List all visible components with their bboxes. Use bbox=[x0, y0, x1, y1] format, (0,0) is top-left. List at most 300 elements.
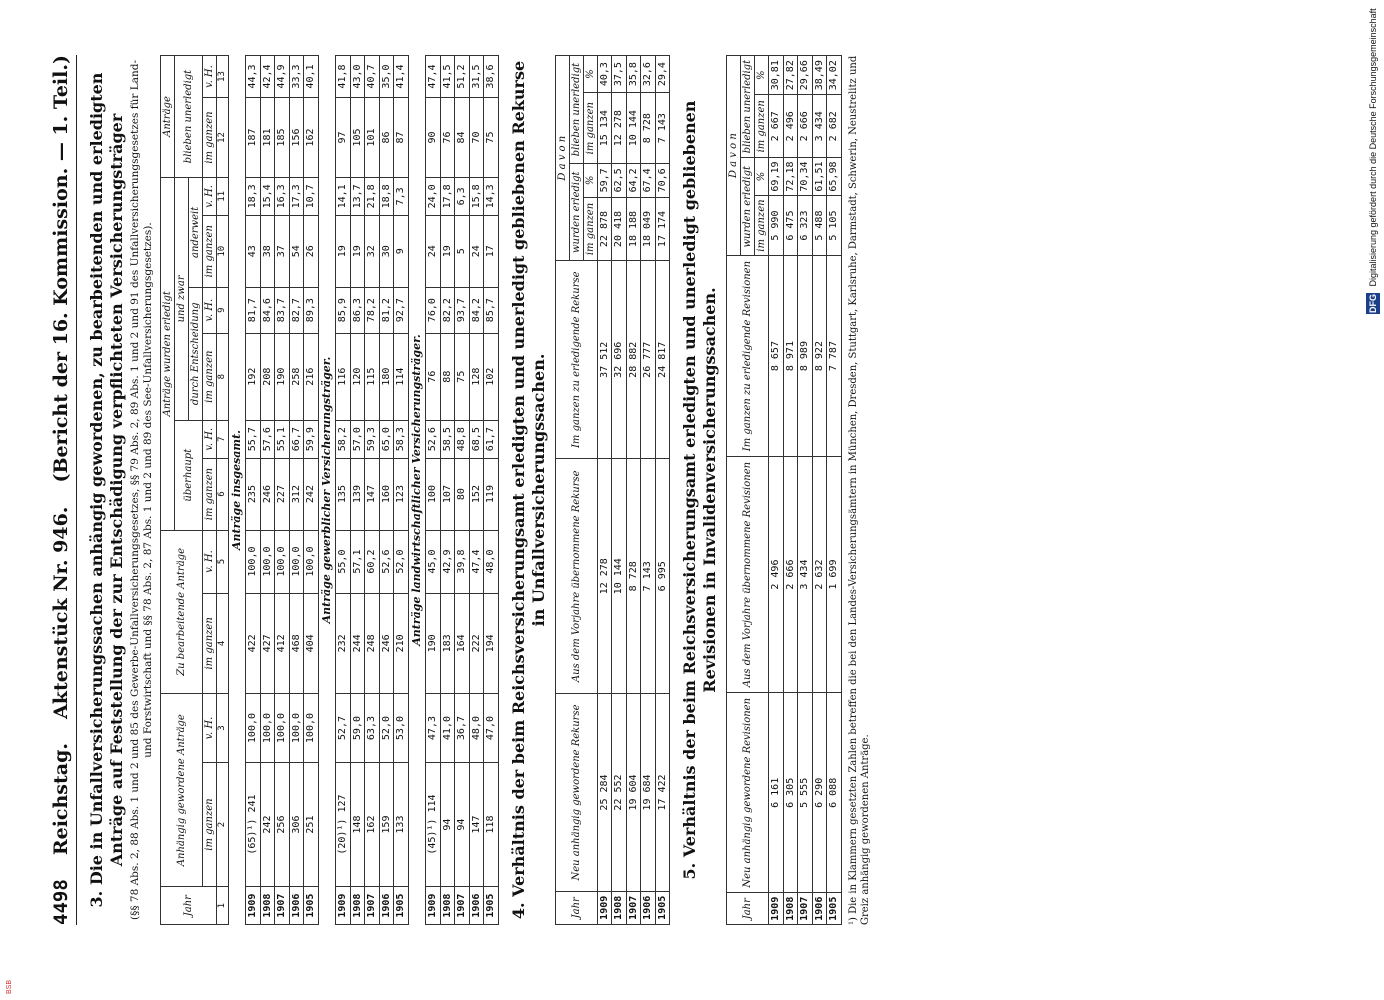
value-cell: 38 bbox=[260, 215, 275, 287]
value-cell: 8 657 bbox=[769, 256, 784, 457]
t3-col-number: 10 bbox=[217, 215, 228, 287]
value-cell: 21,8 bbox=[365, 178, 380, 216]
year-cell: 1908 bbox=[440, 887, 455, 925]
value-cell: 17,8 bbox=[440, 178, 455, 216]
t3-im-ganzen: im ganzen bbox=[203, 762, 217, 886]
value-cell: 190 bbox=[275, 333, 290, 420]
value-cell: 5 555 bbox=[798, 693, 813, 893]
t5-pct-2: % bbox=[755, 56, 769, 95]
t3-im-ganzen: im ganzen bbox=[203, 458, 217, 530]
value-cell: 76,0 bbox=[426, 287, 441, 333]
bsb-mark: BSB bbox=[6, 979, 13, 994]
table-row bbox=[798, 56, 813, 925]
value-cell: 32 696 bbox=[612, 261, 627, 459]
value-cell: 59,7 bbox=[597, 164, 612, 197]
value-cell: 116 bbox=[336, 333, 351, 420]
year-cell: 1907 bbox=[455, 887, 470, 925]
value-cell: 39,8 bbox=[455, 530, 470, 593]
t5-col-ganzen: Im ganzen zu erledigende Revisionen bbox=[727, 256, 769, 457]
value-cell: 2 666 bbox=[783, 456, 798, 692]
value-cell: 26 bbox=[304, 215, 319, 287]
t3-vh: v. H. bbox=[203, 530, 217, 593]
value-cell: 148 bbox=[350, 762, 365, 886]
digitization-text: Digitalisierung gefördert durch die Deutsche Forschungsgemeinschaft bbox=[1368, 8, 1378, 287]
value-cell: 48,0 bbox=[469, 694, 484, 763]
value-cell: (65)¹) 241 bbox=[246, 762, 261, 886]
year-cell: 1908 bbox=[260, 887, 275, 925]
table-row bbox=[812, 56, 827, 925]
t5-col-vorjahr: Aus dem Vorjahre übernommene Revisionen bbox=[727, 456, 769, 692]
value-cell: 41,5 bbox=[440, 56, 455, 98]
value-cell: 24 817 bbox=[655, 261, 670, 459]
year-cell: 1909 bbox=[426, 887, 441, 925]
value-cell: 159 bbox=[379, 762, 394, 886]
value-cell: 61,7 bbox=[484, 420, 499, 458]
year-cell: 1905 bbox=[304, 887, 319, 925]
value-cell: 38,6 bbox=[484, 56, 499, 98]
value-cell: 65,0 bbox=[379, 420, 394, 458]
value-cell: 41,8 bbox=[336, 56, 351, 98]
value-cell: 100,0 bbox=[260, 530, 275, 593]
table-row bbox=[275, 56, 290, 925]
value-cell: 57,6 bbox=[260, 420, 275, 458]
value-cell: 72,18 bbox=[783, 158, 798, 196]
value-cell: 8 922 bbox=[812, 256, 827, 457]
col-entscheidung: durch Entscheidung bbox=[189, 287, 203, 420]
value-cell: 64,2 bbox=[626, 164, 641, 197]
value-cell: 61,51 bbox=[812, 158, 827, 196]
value-cell: 48,0 bbox=[484, 530, 499, 593]
value-cell: 60,2 bbox=[365, 530, 380, 593]
value-cell: 17 422 bbox=[655, 694, 670, 891]
value-cell: 135 bbox=[336, 458, 351, 530]
table-row bbox=[612, 56, 627, 925]
year-cell: 1909 bbox=[597, 891, 612, 924]
t5-col-neu: Neu anhängig gewordene Revisionen bbox=[727, 693, 769, 893]
table-row bbox=[379, 56, 394, 925]
value-cell: 33,3 bbox=[289, 56, 304, 98]
t3-col-number: 1 bbox=[217, 887, 228, 925]
value-cell: 147 bbox=[469, 762, 484, 886]
value-cell: 10,7 bbox=[304, 178, 319, 216]
value-cell: 75 bbox=[484, 98, 499, 178]
value-cell: 100,0 bbox=[275, 530, 290, 593]
value-cell: 53,0 bbox=[394, 694, 409, 763]
value-cell: 65,98 bbox=[827, 158, 842, 196]
value-cell: 69,19 bbox=[769, 158, 784, 196]
value-cell: 37 512 bbox=[597, 261, 612, 459]
value-cell: 100,0 bbox=[304, 530, 319, 593]
section-3 bbox=[87, 55, 499, 925]
section-5 bbox=[680, 55, 873, 925]
value-cell: 251 bbox=[304, 762, 319, 886]
t3-col-number: 9 bbox=[217, 287, 228, 333]
table-row bbox=[597, 56, 612, 925]
header-left: Reichstag. bbox=[50, 743, 72, 856]
value-cell: 246 bbox=[260, 458, 275, 530]
value-cell: 22 552 bbox=[612, 694, 627, 891]
value-cell: 29,4 bbox=[655, 56, 670, 93]
value-cell: 6 475 bbox=[783, 195, 798, 255]
value-cell: 14,3 bbox=[484, 178, 499, 216]
value-cell: 412 bbox=[275, 593, 290, 694]
value-cell: 8 728 bbox=[626, 459, 641, 694]
value-cell: 24 bbox=[469, 215, 484, 287]
page-header bbox=[50, 55, 77, 925]
value-cell: 93,7 bbox=[455, 287, 470, 333]
value-cell: 128 bbox=[469, 333, 484, 420]
value-cell: 133 bbox=[394, 762, 409, 886]
t4-col-vorjahr: Aus dem Vorjahre übernommene Rekurse bbox=[555, 459, 597, 694]
value-cell: 242 bbox=[304, 458, 319, 530]
value-cell: 68,5 bbox=[469, 420, 484, 458]
year-cell: 1907 bbox=[365, 887, 380, 925]
value-cell: 31,5 bbox=[469, 56, 484, 98]
t3-col-number: 6 bbox=[217, 458, 228, 530]
table-row bbox=[336, 56, 351, 925]
t4-col-ganzen: Im ganzen zu erledigende Rekurse bbox=[555, 261, 597, 459]
year-cell: 1906 bbox=[469, 887, 484, 925]
value-cell: 81,2 bbox=[379, 287, 394, 333]
value-cell: 52,0 bbox=[394, 530, 409, 593]
value-cell: 162 bbox=[365, 762, 380, 886]
value-cell: 6 323 bbox=[798, 195, 813, 255]
value-cell: 82,7 bbox=[289, 287, 304, 333]
value-cell: 210 bbox=[394, 593, 409, 694]
value-cell: 216 bbox=[304, 333, 319, 420]
t3-col-number: 5 bbox=[217, 530, 228, 593]
value-cell: 40,7 bbox=[365, 56, 380, 98]
value-cell: 45,0 bbox=[426, 530, 441, 593]
table-row bbox=[289, 56, 304, 925]
t3-vh: v. H. bbox=[203, 56, 217, 98]
col-und-zwar: und zwar bbox=[175, 178, 189, 421]
t4-pct-2: % bbox=[583, 56, 597, 93]
value-cell: 256 bbox=[275, 762, 290, 886]
t3-vh: v. H. bbox=[203, 178, 217, 216]
value-cell: 78,2 bbox=[365, 287, 380, 333]
table-5 bbox=[726, 55, 842, 925]
value-cell: 32 bbox=[365, 215, 380, 287]
value-cell: 7 143 bbox=[655, 93, 670, 164]
t5-col-jahr: Jahr bbox=[727, 893, 769, 925]
value-cell: 58,3 bbox=[394, 420, 409, 458]
table-row bbox=[350, 56, 365, 925]
t3-col-number: 2 bbox=[217, 762, 228, 886]
t4-col-jahr: Jahr bbox=[555, 891, 597, 924]
col-ueberhaupt: überhaupt bbox=[175, 420, 203, 530]
value-cell: 180 bbox=[379, 333, 394, 420]
value-cell: 51,2 bbox=[455, 56, 470, 98]
value-cell: 76 bbox=[426, 333, 441, 420]
t5-im-ganzen-2: im ganzen bbox=[755, 95, 769, 158]
value-cell: 28 882 bbox=[626, 261, 641, 459]
value-cell: 85,7 bbox=[484, 287, 499, 333]
table-3 bbox=[160, 55, 499, 925]
value-cell: 55,7 bbox=[246, 420, 261, 458]
table-row bbox=[626, 56, 641, 925]
t4-pct-1: % bbox=[583, 164, 597, 197]
value-cell: 100,0 bbox=[289, 694, 304, 763]
t4-col-davon: D a v o n bbox=[555, 56, 569, 261]
value-cell: 3 434 bbox=[812, 95, 827, 158]
value-cell: 66,7 bbox=[289, 420, 304, 458]
value-cell: 37 bbox=[275, 215, 290, 287]
section-4-title: 4. Verhältnis der beim Reichsversicherungsamt erledigten und unerledigt gebliebenen Rekurse in Unfallversicherungssachen. bbox=[508, 60, 548, 920]
value-cell: 5 488 bbox=[812, 195, 827, 255]
value-cell: 84,6 bbox=[260, 287, 275, 333]
value-cell: 192 bbox=[246, 333, 261, 420]
value-cell: 70 bbox=[469, 98, 484, 178]
value-cell: 100,0 bbox=[304, 694, 319, 763]
value-cell: 6 305 bbox=[783, 693, 798, 893]
value-cell: 83,7 bbox=[275, 287, 290, 333]
value-cell: 19 604 bbox=[626, 694, 641, 891]
value-cell: 100,0 bbox=[275, 694, 290, 763]
value-cell: 162 bbox=[304, 98, 319, 178]
value-cell: 7 787 bbox=[827, 256, 842, 457]
t3-im-ganzen: im ganzen bbox=[203, 98, 217, 178]
value-cell: 80 bbox=[455, 458, 470, 530]
value-cell: 8 971 bbox=[783, 256, 798, 457]
value-cell: 40,3 bbox=[597, 56, 612, 93]
value-cell: 10 144 bbox=[612, 459, 627, 694]
value-cell: 10 144 bbox=[626, 93, 641, 164]
value-cell: 58,2 bbox=[336, 420, 351, 458]
value-cell: 468 bbox=[289, 593, 304, 694]
value-cell: 89,3 bbox=[304, 287, 319, 333]
value-cell: 44,3 bbox=[246, 56, 261, 98]
value-cell: (20)¹) 127 bbox=[336, 762, 351, 886]
table-row bbox=[783, 56, 798, 925]
value-cell: 6 088 bbox=[827, 693, 842, 893]
t3-im-ganzen: im ganzen bbox=[203, 215, 217, 287]
value-cell: 82,2 bbox=[440, 287, 455, 333]
value-cell: 118 bbox=[484, 762, 499, 886]
value-cell: (45)¹) 114 bbox=[426, 762, 441, 886]
value-cell: 34,02 bbox=[827, 56, 842, 95]
value-cell: 37,5 bbox=[612, 56, 627, 93]
value-cell: 6 161 bbox=[769, 693, 784, 893]
year-cell: 1905 bbox=[484, 887, 499, 925]
value-cell: 67,4 bbox=[641, 164, 656, 197]
value-cell: 248 bbox=[365, 593, 380, 694]
value-cell: 107 bbox=[440, 458, 455, 530]
col-anderweit: anderweit bbox=[189, 178, 203, 288]
table-row bbox=[484, 56, 499, 925]
value-cell: 312 bbox=[289, 458, 304, 530]
table-row bbox=[641, 56, 656, 925]
value-cell: 87 bbox=[394, 98, 409, 178]
table-row bbox=[827, 56, 842, 925]
year-cell: 1905 bbox=[655, 891, 670, 924]
value-cell: 43,0 bbox=[350, 56, 365, 98]
value-cell: 16,3 bbox=[275, 178, 290, 216]
section-3-subtitle: (§§ 78 Abs. 2, 88 Abs. 1 und 2 und 85 des Gewerbe-Unfallversicherungsgesetzes, §§ 79 Abs. 2, 89 Abs. 1 und 2 und 91 des Unfallversicherungsgesetzes für Land- und Forstwirtschaft und §§ 78 Abs. 2, 87 Abs. 1 und 2 und 89 des See-Unfallversicherungsgesetzes). bbox=[129, 59, 154, 921]
value-cell: 114 bbox=[394, 333, 409, 420]
value-cell: 6 290 bbox=[812, 693, 827, 893]
table-row bbox=[440, 56, 455, 925]
col-jahr: Jahr bbox=[161, 887, 217, 925]
col-zu-bearbeiten: Zu bearbeitende Anträge bbox=[161, 530, 203, 694]
value-cell: 139 bbox=[350, 458, 365, 530]
group-heading-row bbox=[318, 56, 336, 925]
table-row bbox=[365, 56, 380, 925]
value-cell: 17,3 bbox=[289, 178, 304, 216]
year-cell: 1906 bbox=[289, 887, 304, 925]
value-cell: 86,3 bbox=[350, 287, 365, 333]
value-cell: 94 bbox=[440, 762, 455, 886]
value-cell: 2 682 bbox=[827, 95, 842, 158]
value-cell: 92,7 bbox=[394, 287, 409, 333]
value-cell: 25 284 bbox=[597, 694, 612, 891]
value-cell: 100,0 bbox=[289, 530, 304, 593]
value-cell: 17 bbox=[484, 215, 499, 287]
value-cell: 94 bbox=[455, 762, 470, 886]
value-cell: 19 bbox=[440, 215, 455, 287]
year-cell: 1906 bbox=[641, 891, 656, 924]
value-cell: 59,3 bbox=[365, 420, 380, 458]
value-cell: 52,0 bbox=[379, 694, 394, 763]
t5-col-erledigt: wurden erledigt bbox=[741, 158, 755, 256]
year-cell: 1909 bbox=[336, 887, 351, 925]
value-cell: 41,4 bbox=[394, 56, 409, 98]
value-cell: 97 bbox=[336, 98, 351, 178]
value-cell: 2 666 bbox=[798, 95, 813, 158]
value-cell: 8 728 bbox=[641, 93, 656, 164]
value-cell: 24 bbox=[426, 215, 441, 287]
value-cell: 2 496 bbox=[769, 456, 784, 692]
year-cell: 1909 bbox=[246, 887, 261, 925]
t4-col-neu: Neu anhängig gewordene Rekurse bbox=[555, 694, 597, 891]
value-cell: 232 bbox=[336, 593, 351, 694]
value-cell: 119 bbox=[484, 458, 499, 530]
value-cell: 152 bbox=[469, 458, 484, 530]
group-heading: Anträge gewerblicher Versicherungsträger. bbox=[318, 56, 336, 925]
t3-vh: v. H. bbox=[203, 694, 217, 763]
value-cell: 14,1 bbox=[336, 178, 351, 216]
value-cell: 5 990 bbox=[769, 195, 784, 255]
value-cell: 9 bbox=[394, 215, 409, 287]
value-cell: 15 134 bbox=[597, 93, 612, 164]
header-doc: Aktenstück Nr. 946. bbox=[50, 506, 72, 719]
value-cell: 2 667 bbox=[769, 95, 784, 158]
value-cell: 222 bbox=[469, 593, 484, 694]
value-cell: 208 bbox=[260, 333, 275, 420]
value-cell: 42,4 bbox=[260, 56, 275, 98]
t3-vh: v. H. bbox=[203, 287, 217, 333]
table-row bbox=[655, 56, 670, 925]
table-row bbox=[246, 56, 261, 925]
value-cell: 12 278 bbox=[612, 93, 627, 164]
page-number: 4498 bbox=[50, 879, 72, 925]
t5-pct-1: % bbox=[755, 158, 769, 196]
value-cell: 59,9 bbox=[304, 420, 319, 458]
value-cell: 47,0 bbox=[484, 694, 499, 763]
value-cell: 90 bbox=[426, 98, 441, 178]
value-cell: 5 bbox=[455, 215, 470, 287]
value-cell: 19 684 bbox=[641, 694, 656, 891]
table-row bbox=[426, 56, 441, 925]
value-cell: 47,4 bbox=[426, 56, 441, 98]
value-cell: 244 bbox=[350, 593, 365, 694]
value-cell: 38,49 bbox=[812, 56, 827, 95]
value-cell: 32,6 bbox=[641, 56, 656, 93]
year-cell: 1908 bbox=[612, 891, 627, 924]
dfg-logo: DFG bbox=[1368, 293, 1378, 313]
t4-col-unerledigt: blieben unerledigt bbox=[569, 56, 583, 164]
col-antraege: Anträge bbox=[161, 56, 175, 178]
value-cell: 185 bbox=[275, 98, 290, 178]
value-cell: 18 188 bbox=[626, 197, 641, 261]
value-cell: 100,0 bbox=[246, 694, 261, 763]
year-cell: 1907 bbox=[798, 893, 813, 925]
col-anhaengig: Anhängig gewordene Anträge bbox=[161, 694, 203, 887]
value-cell: 59,0 bbox=[350, 694, 365, 763]
t5-col-unerledigt: blieben unerledigt bbox=[741, 56, 755, 158]
digitization-note bbox=[1366, 8, 1380, 998]
value-cell: 5 105 bbox=[827, 195, 842, 255]
value-cell: 306 bbox=[289, 762, 304, 886]
value-cell: 1 699 bbox=[827, 456, 842, 692]
value-cell: 35,8 bbox=[626, 56, 641, 93]
value-cell: 120 bbox=[350, 333, 365, 420]
value-cell: 227 bbox=[275, 458, 290, 530]
page-frame bbox=[50, 55, 1340, 925]
value-cell: 44,9 bbox=[275, 56, 290, 98]
value-cell: 47,4 bbox=[469, 530, 484, 593]
value-cell: 100 bbox=[426, 458, 441, 530]
t4-col-erledigt: wurden erledigt bbox=[569, 164, 583, 261]
value-cell: 48,8 bbox=[455, 420, 470, 458]
value-cell: 88 bbox=[440, 333, 455, 420]
t5-im-ganzen-1: im ganzen bbox=[755, 195, 769, 255]
section-4 bbox=[509, 55, 671, 925]
value-cell: 43 bbox=[246, 215, 261, 287]
value-cell: 55,0 bbox=[336, 530, 351, 593]
table-row bbox=[469, 56, 484, 925]
t3-im-ganzen: im ganzen bbox=[203, 333, 217, 420]
value-cell: 2 496 bbox=[783, 95, 798, 158]
value-cell: 58,5 bbox=[440, 420, 455, 458]
value-cell: 13,7 bbox=[350, 178, 365, 216]
value-cell: 6,3 bbox=[455, 178, 470, 216]
year-cell: 1906 bbox=[379, 887, 394, 925]
value-cell: 123 bbox=[394, 458, 409, 530]
value-cell: 75 bbox=[455, 333, 470, 420]
year-cell: 1907 bbox=[275, 887, 290, 925]
t3-col-number: 3 bbox=[217, 694, 228, 763]
t3-col-number: 8 bbox=[217, 333, 228, 420]
table-row bbox=[394, 56, 409, 925]
value-cell: 12 278 bbox=[597, 459, 612, 694]
value-cell: 30,81 bbox=[769, 56, 784, 95]
value-cell: 85,9 bbox=[336, 287, 351, 333]
value-cell: 422 bbox=[246, 593, 261, 694]
value-cell: 26 777 bbox=[641, 261, 656, 459]
value-cell: 18,8 bbox=[379, 178, 394, 216]
t3-col-number: 13 bbox=[217, 56, 228, 98]
value-cell: 52,6 bbox=[426, 420, 441, 458]
value-cell: 160 bbox=[379, 458, 394, 530]
value-cell: 101 bbox=[365, 98, 380, 178]
value-cell: 84 bbox=[455, 98, 470, 178]
table-4 bbox=[555, 55, 671, 925]
table-row bbox=[260, 56, 275, 925]
value-cell: 6 995 bbox=[655, 459, 670, 694]
value-cell: 156 bbox=[289, 98, 304, 178]
group-heading-row bbox=[408, 56, 426, 925]
